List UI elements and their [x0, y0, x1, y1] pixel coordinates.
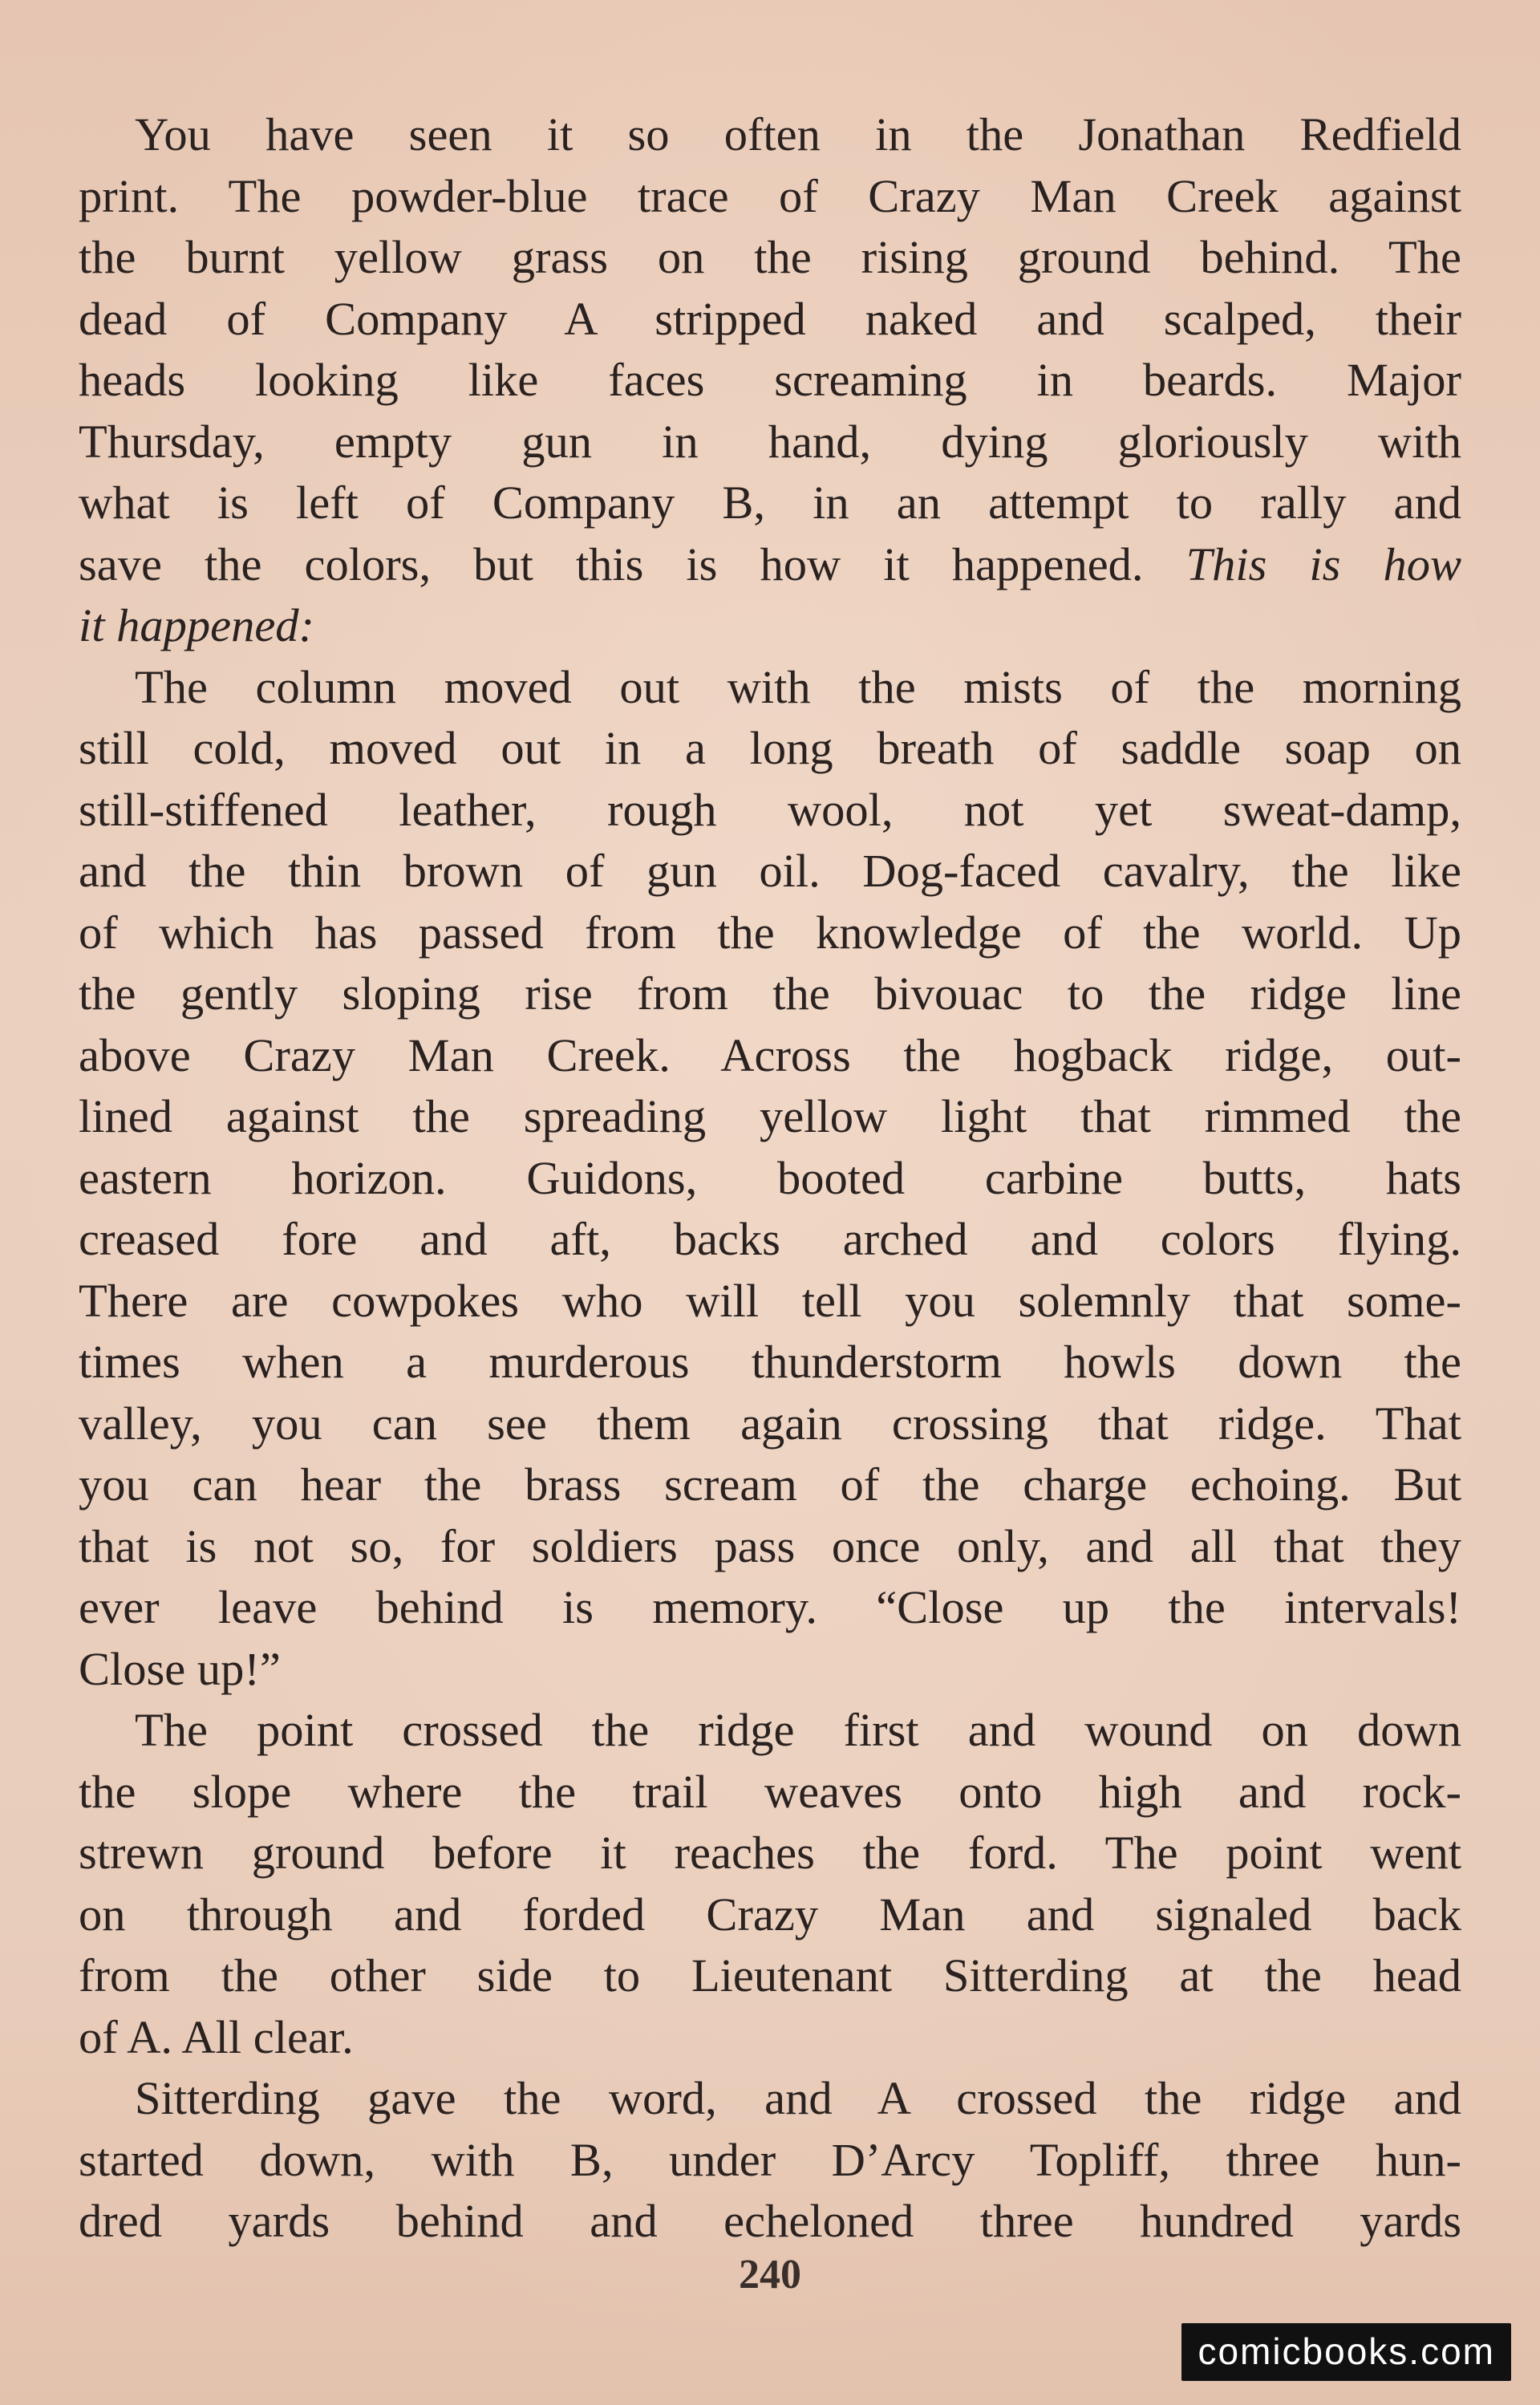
text-line-roman: above Crazy Man Creek. Across the hogback ridge, out-	[79, 1028, 1461, 1081]
text-line	[79, 1454, 1461, 1516]
text-line	[79, 350, 1461, 412]
text-line	[79, 2068, 1461, 2130]
text-line-italic: it happened:	[79, 599, 315, 651]
text-line-roman: There are cowpokes who will tell you solemnly that some-	[79, 1274, 1461, 1327]
text-line-roman: still cold, moved out in a long breath of saddle soap on	[79, 722, 1461, 774]
text-line	[79, 534, 1461, 596]
text-line-roman: you can hear the brass scream of the charge echoing. But	[79, 1458, 1461, 1511]
text-line-roman: of which has passed from the knowledge of the world. Up	[79, 906, 1461, 959]
text-line-roman: that is not so, for soldiers pass once only, and all that they	[79, 1519, 1461, 1572]
text-line	[79, 963, 1461, 1025]
text-line	[79, 1823, 1461, 1884]
text-line-roman: on through and forded Crazy Man and signaled back	[79, 1888, 1461, 1941]
text-line	[79, 1577, 1461, 1639]
text-line	[79, 1762, 1461, 1823]
text-line-roman: heads looking like faces screaming in beards. Major	[79, 354, 1461, 406]
text-line-roman: The column moved out with the mists of the morning	[135, 660, 1461, 713]
page-number: 240	[739, 2252, 801, 2298]
text-line-italic: This is how	[1185, 537, 1461, 590]
text-line-roman: what is left of Company B, in an attempt to rally and	[79, 477, 1461, 529]
text-line-roman: strewn ground before it reaches the ford. The point went	[79, 1827, 1461, 1879]
text-line	[79, 595, 1461, 657]
text-line	[79, 1700, 1461, 1762]
text-line	[79, 227, 1461, 289]
text-line-roman: lined against the spreading yellow light that rimmed the	[79, 1090, 1461, 1142]
text-line-roman: times when a murderous thunderstorm howls down the	[79, 1336, 1461, 1388]
text-line-roman: the gently sloping rise from the bivouac to the ridge line	[79, 967, 1461, 1020]
text-line	[79, 1639, 1461, 1701]
text-line	[79, 2191, 1461, 2253]
text-line-roman: the burnt yellow grass on the rising ground behind. The	[79, 231, 1461, 283]
text-line-roman: Thursday, empty gun in hand, dying gloriously with	[79, 415, 1461, 468]
text-line-roman: Close up!”	[79, 1642, 281, 1695]
text-line	[79, 166, 1461, 228]
text-line-roman: dred yards behind and echeloned three hundred yards	[79, 2195, 1461, 2247]
text-line-roman: still-stiffened leather, rough wool, not yet sweat-damp,	[79, 783, 1461, 836]
text-line	[79, 902, 1461, 964]
watermark-badge: comicbooks.com	[1181, 2323, 1511, 2381]
text-line	[79, 1271, 1461, 1332]
text-line-roman: eastern horizon. Guidons, booted carbine butts, hats	[79, 1151, 1461, 1204]
text-line-roman: valley, you can see them again crossing that ridge. That	[79, 1397, 1461, 1450]
text-line	[79, 718, 1461, 780]
text-line	[79, 1332, 1461, 1393]
text-line-roman: and the thin brown of gun oil. Dog-faced cavalry, the like	[79, 845, 1461, 897]
text-line	[79, 1209, 1461, 1271]
text-line-roman: The point crossed the ridge first and wound on down	[135, 1704, 1461, 1756]
text-line	[79, 780, 1461, 842]
text-line	[79, 657, 1461, 719]
text-line	[79, 1884, 1461, 1946]
text-line	[79, 1945, 1461, 2007]
text-line	[79, 1086, 1461, 1148]
text-line-roman: Sitterding gave the word, and A crossed the ridge and	[135, 2072, 1461, 2124]
text-line	[79, 412, 1461, 473]
text-line-roman: creased fore and aft, backs arched and colors flying.	[79, 1213, 1461, 1265]
text-line-roman: from the other side to Lieutenant Sitterding at the head	[79, 1949, 1461, 2001]
text-line-roman: ever leave behind is memory. “Close up the intervals!	[79, 1581, 1461, 1633]
text-line-roman: save the colors, but this is how it happened.	[79, 537, 1186, 590]
text-line	[79, 289, 1461, 351]
text-line-roman: dead of Company A stripped naked and scalped, their	[79, 292, 1461, 345]
text-line-roman: started down, with B, under D’Arcy Topliff, three hun-	[79, 2133, 1461, 2186]
text-line-roman: of A. All clear.	[79, 2010, 354, 2063]
text-line	[79, 1393, 1461, 1455]
text-line	[79, 1148, 1461, 1210]
text-line	[79, 2130, 1461, 2192]
text-line	[79, 841, 1461, 902]
text-line	[79, 104, 1461, 166]
text-line-roman: print. The powder-blue trace of Crazy Man Creek against	[79, 169, 1461, 222]
text-line	[79, 472, 1461, 534]
page-body-text	[79, 104, 1461, 2253]
text-line-roman: You have seen it so often in the Jonathan Redfield	[135, 108, 1461, 160]
text-line	[79, 2007, 1461, 2069]
text-line-roman: the slope where the trail weaves onto high and rock-	[79, 1765, 1461, 1818]
text-line	[79, 1516, 1461, 1578]
text-line	[79, 1025, 1461, 1087]
